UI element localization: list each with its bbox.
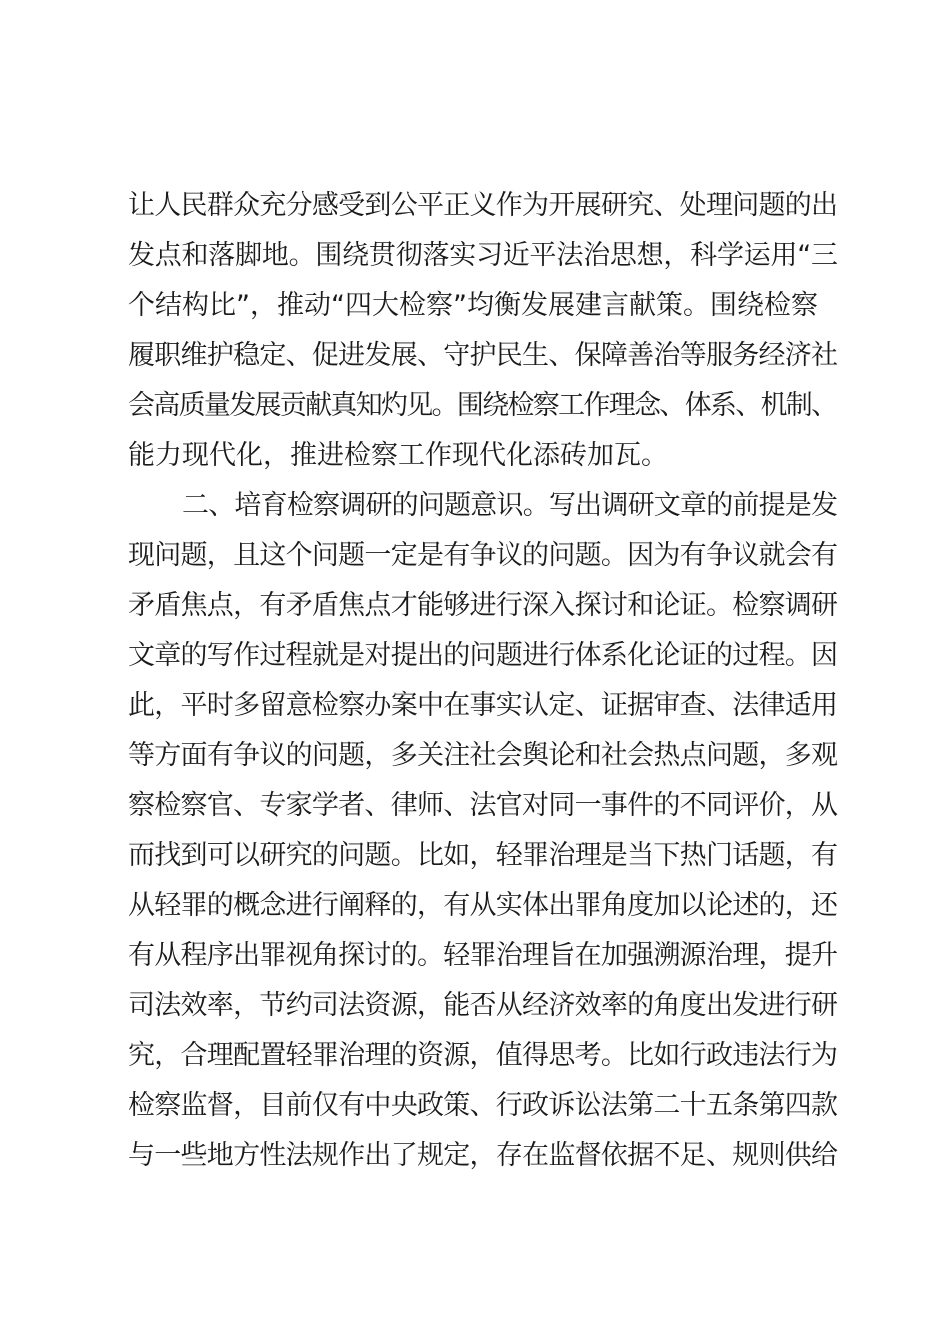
text-line: 发点和落脚地。围绕贯彻落实习近平法治思想，科学运用“三: [128, 240, 838, 271]
text-line: 履职维护稳定、促进发展、守护民生、保障善治等服务经济社: [128, 340, 838, 371]
paragraph-start-line: 二、培育检察调研的问题意识。写出调研文章的前提是发: [182, 490, 838, 521]
text-line: 个结构比”，推动“四大检察”均衡发展建言献策。围绕检察: [128, 290, 818, 321]
text-line: 从轻罪的概念进行阐释的，有从实体出罪角度加以论述的，还: [128, 890, 838, 921]
text-line: 而找到可以研究的问题。比如，轻罪治理是当下热门话题，有: [128, 840, 838, 871]
text-line: 等方面有争议的问题，多关注社会舆论和社会热点问题，多观: [128, 740, 838, 771]
text-line: 究，合理配置轻罪治理的资源，值得思考。比如行政违法行为: [128, 1040, 838, 1071]
text-line: 让人民群众充分感受到公平正义作为开展研究、处理问题的出: [128, 190, 838, 221]
text-line: 有从程序出罪视角探讨的。轻罪治理旨在加强溯源治理，提升: [128, 940, 838, 971]
text-line: 矛盾焦点，有矛盾焦点才能够进行深入探讨和论证。检察调研: [128, 590, 838, 621]
text-line: 能力现代化，推进检察工作现代化添砖加瓦。: [128, 440, 668, 471]
text-line: 司法效率，节约司法资源，能否从经济效率的角度出发进行研: [128, 990, 838, 1021]
text-line: 察检察官、专家学者、律师、法官对同一事件的不同评价，从: [128, 790, 838, 821]
text-line: 与一些地方性法规作出了规定，存在监督依据不足、规则供给: [128, 1140, 838, 1171]
text-line: 文章的写作过程就是对提出的问题进行体系化论证的过程。因: [128, 640, 838, 671]
text-line: 现问题，且这个问题一定是有争议的问题。因为有争议就会有: [128, 540, 838, 571]
text-line: 会高质量发展贡献真知灼见。围绕检察工作理念、体系、机制、: [128, 390, 837, 421]
text-line: 检察监督，目前仅有中央政策、行政诉讼法第二十五条第四款: [128, 1090, 838, 1121]
text-line: 此，平时多留意检察办案中在事实认定、证据审查、法律适用: [128, 690, 838, 721]
